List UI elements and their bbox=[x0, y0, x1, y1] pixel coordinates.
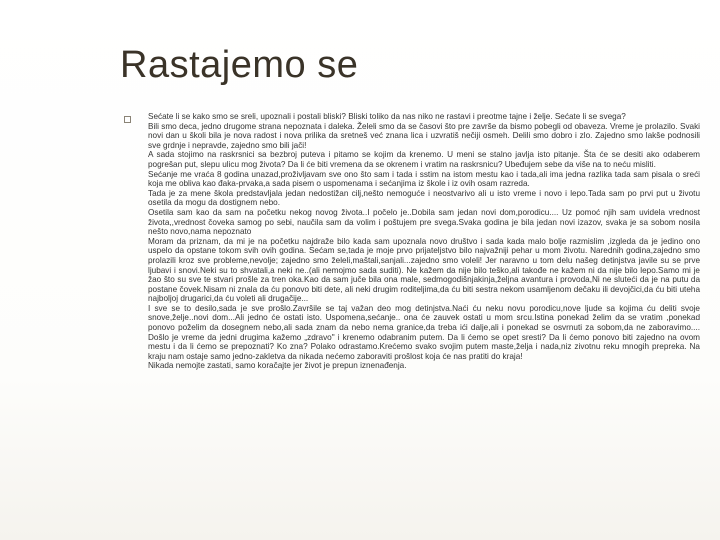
paragraph: Tada je za mene škola predstavljala jedan nedostižan cilj,nešto nemoguće i neostvarivo ali u isto vreme i novo i lepo.Tada sam po prvi put u životu osetila da mogu da dostignem nebo. bbox=[148, 188, 703, 208]
paragraph: Osetila sam kao da sam na početku nekog novog života..I počelo je..Dobila sam jedan novi dom,porodicu.... Uz pomoć njih sam uvidela vrednost života,,vrednost čoveka samog po sebi, naučila sam da volim i poštujem pre svega.Svaka godina je bila jedan novi izazov, svaka je sa sobom nosila nešto novo,nama nepoznato bbox=[148, 207, 703, 237]
paragraph: Sećate li se kako smo se sreli, upoznali i postali bliski? Bliski toliko da nas niko ne rastavi i preotme tajne i želje. Sećate li se svega? bbox=[148, 112, 626, 121]
slide-body-text bbox=[148, 112, 703, 371]
paragraph: Sećanje me vraća 8 godina unazad,proživljavam sve ono što sam i tada i sstim na istom mestu kao i tada,ali ima jedna razlika tada sam pisala o sreći koja me obliva kao đaka-prvaka,a sada pisem o uspomenama i sećanjima iz škole i iz ovih osam razreda. bbox=[148, 169, 703, 189]
paragraph: Moram da priznam, da mi je na početku najdraže bilo kada sam upoznala novo društvo i sada kada malo bolje razmislim ,izgleda da je jedino ono uspelo da opstane tokom svih ovih godina. Sećam se,tada je moje prvo prijateljstvo bilo najvažniji pehar u mom životu. Narednih godina,zajedno smo prolazili kroz sve probleme,nevolje; zajedno smo želeli,maštali,sanjali...zajedno smo voleli! Jer naravno u tom delu našeg detinjstva javile su se prve ljubavi i snovi.Neki su to shvatali,a neki ne..(ali nemojmo sada suditi). Ne kažem da nije bilo teško,ali takođe ne kažem ni da nije bilo lepo.Samo mi je žao što su sve te stvari prošle za tren oka.Kao da sam juče bila ona male, sedmogodišnjakinja,željna avantura i provoda,Ni ne sluteći da je na putu da postane čovek.Nisam ni znala da ću ponovo biti dete, ali neki drugim roditeljima,da ću biti sestra nekom usamljenom dečaku ili devojčici,da ću biti uteha najboljoj drugarici,da ću voleti ali drugačije... bbox=[148, 236, 703, 304]
paragraph: I sve se to desilo,sada je sve prošlo.Završile se taj važan deo mog detinjstva.Naći ću neku novu porodicu,nove ljude sa kojima ću deliti svoje snove,želje..novi dom...Ali jedno će ostati isto. Uspomena,sećanje.. ona će zauvek ostati u mom srcu.Istina ponekad želim da se vratim ,ponekad ponovo poželim da dosegnem nebo,ali sada znam da nebo nema granice,da treba ići dalje,ali i ponekad se osvrnuti za sobom,da ne zaboravimo.... Došlo je vreme da jedni drugima kažemo „zdravo" i krenemo odabranim putem. Da li ćemo se opet sresti? Da li ćemo ponovo biti zajedno na ovom mestu i da li ćemo se prepoznati? Ko zna? Polako odrastamo.Krećemo svako svojim putem maste,želja i nada,niz zivotnu reku mnogih prepreka. Na kraju nam ostaje samo jedno-zakletva da nikada nećemo zaboraviti prošlost koja će nas pratiti do kraja! bbox=[148, 303, 703, 361]
square-bullet-icon bbox=[124, 116, 131, 123]
paragraph: A sada stojimo na raskrsnici sa bezbroj puteva i pitamo se kojim da krenemo. U meni se stalno javlja isto pitanje. Šta će se desiti ako odaberem pogrešan put, slepu ulicu mog života? Da li će biti vremena da se okrenem i vratim na raskrsnicu? Ubeđujem sebe da više na to neću misliti. bbox=[148, 150, 703, 169]
slide-title: Rastajemo se bbox=[120, 44, 359, 86]
paragraph: Nikada nemojte zastati, samo koračajte jer život je prepun iznenađenja. bbox=[148, 361, 407, 371]
paragraph: Bili smo deca, jedno drugome strana nepoznata i daleka. Želeli smo da se časovi što pre završe da bismo pobegli od obaveza. Vreme je prolazilo. Svaki novi dan u školi bila je nova radost i nova prilika da sretneš već znana lica i uzvratiš nečiji osmeh. Delili smo dobro i zlo. Zajedno smo lakše podnosili sve grdnje i nepravde, zajedno smo bili jači! bbox=[148, 121, 703, 150]
